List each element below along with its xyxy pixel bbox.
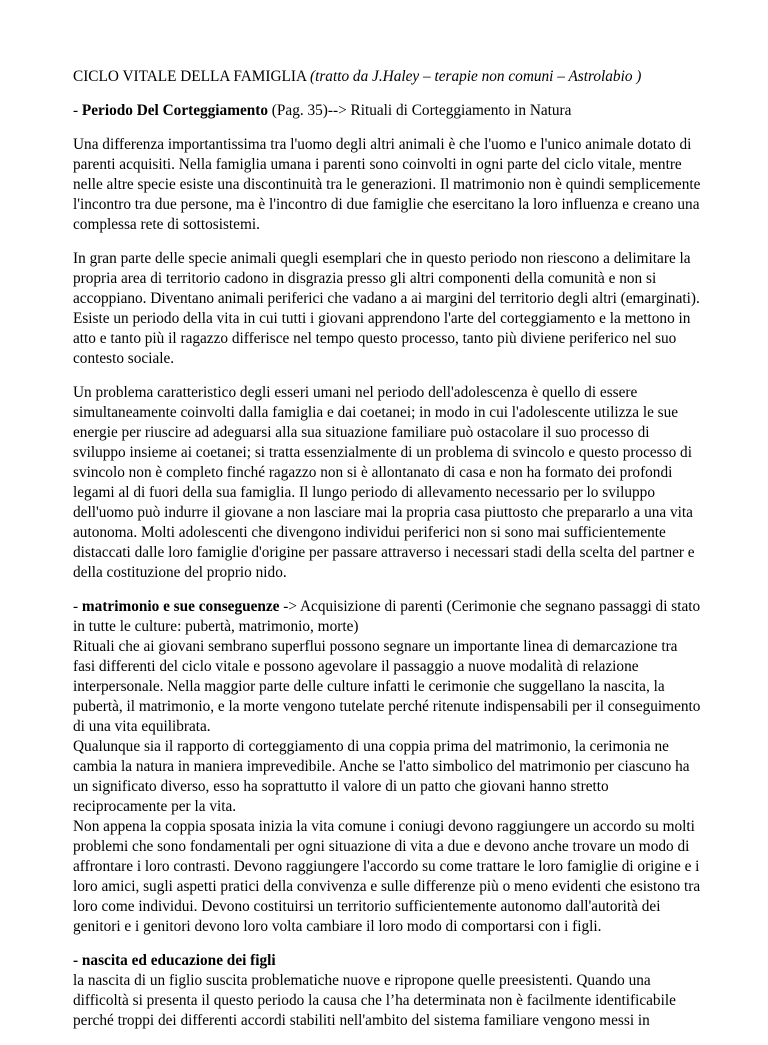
paragraph-1: Una differenza importantissima tra l'uomo degli altri animali è che l'uomo e l'unico animale dotato di parenti acquisiti. Nella famiglia umana i parenti sono coinvolti in ogni parte del ciclo vitale, mentre nelle altre specie esiste una discontinuità tra le generazioni. Il matrimonio non è quindi semplicemente l'incontro tra due persone, ma è l'incontro di due famiglie che esercitano la loro influenza e creano una complessa rete di sottosistemi.	[73, 136, 701, 233]
document-page	[73, 67, 703, 1045]
section-children-line	[73, 951, 703, 971]
paragraph-7: la nascita di un figlio suscita problematiche nuove e ripropone quelle preesistenti. Quando una difficoltà si presenta il questo periodo la causa che l’ha determinata non è facilmente identificabile perché troppi dei differenti accordi stabiliti nell'ambito del sistema familiare vengono messi in	[73, 972, 676, 1029]
section-courtship-tail: (Pag. 35)--> Rituali di Corteggiamento in Natura	[267, 102, 572, 119]
section-children-heading: - nascita ed educazione dei figli	[73, 952, 276, 969]
section-dash: -	[73, 598, 82, 615]
section-courtship-line	[73, 101, 703, 121]
document-source: (tratto da J.Haley – terapie non comuni – Astrolabio )	[310, 68, 642, 85]
document-title: CICLO VITALE DELLA FAMIGLIA	[73, 68, 307, 85]
paragraph-3: Un problema caratteristico degli esseri umani nel periodo dell'adolescenza è quello di essere simultaneamente coinvolti dalla famiglia e dai coetanei; in modo in cui l'adolescente utilizza le sue energie per riuscire ad adeguarsi alla sua situazione familiare può ostacolare il suo processo di sviluppo insieme ai coetanei; si tratta essenzialmente di un problema di svincolo e questo processo di svincolo non è completo finché ragazzo non si è allontanato di casa e non ha formato dei profondi legami al di fuori della sua famiglia. Il lungo periodo di allevamento necessario per lo sviluppo dell'uomo può indurre il giovane a non lasciare mai la propria casa piuttosto che prepararlo a una vita autonoma. Molti adolescenti che divengono individui periferici non si sono mai sufficientemente distaccati dalle loro famiglie d'origine per passare attraverso i necessari stadi della scelta del partner e della costituzione del proprio nido.	[73, 384, 695, 581]
paragraph-2: In gran parte delle specie animali quegli esemplari che in questo periodo non riescono a delimitare la propria area di territorio cadono in disgrazia presso gli altri componenti della comunità e non si accoppiano. Diventano animali periferici che vadano a ai margini del territorio degli altri (emarginati). Esiste un periodo della vita in cui tutti i giovani apprendono l'arte del corteggiamento e la mettono in atto e tanto più il ragazzo differisce nel tempo questo processo, tanto più diviene periferico nel suo contesto sociale.	[73, 250, 700, 367]
paragraph-6: Non appena la coppia sposata inizia la vita comune i coniugi devono raggiungere un accordo su molti problemi che sono fondamentali per ogni situazione di vita a due e devono anche trovare un modo di affrontare i loro contrasti. Devono raggiungere l'accordo su come trattare le loro famiglie di origine e i loro amici, sugli aspetti pratici della convivenza e sulle differenze più o meno evidenti che esistono tra loro come individui. Devono costituirsi un territorio sufficientemente autonomo dall'autorità dei genitori e i genitori devono loro volta cambiare il loro modo di comportarsi con i figli.	[73, 818, 701, 935]
section-marriage-heading: matrimonio e sue conseguenze	[81, 598, 280, 615]
section-marriage-tail: -> Acquisizione di parenti (Cerimonie che segnano passaggi di stato in tutte le culture: pubertà, matrimonio, morte)	[73, 598, 701, 635]
document-title-line	[73, 67, 703, 87]
section-courtship-heading: Periodo Del Corteggiamento	[81, 102, 268, 119]
paragraph-5: Qualunque sia il rapporto di corteggiamento di una coppia prima del matrimonio, la cerimonia ne cambia la natura in maniera imprevedibile. Anche se l'atto simbolico del matrimonio per ciascuno ha un significato diverso, esso ha soprattutto il valore di un patto che giovani hanno stretto reciprocamente per la vita.	[73, 738, 690, 815]
paragraph-4: Rituali che ai giovani sembrano superflui possono segnare un importante linea di demarcazione tra fasi differenti del ciclo vitale e possono agevolare il passaggio a nuove modalità di relazione interpersonale. Nella maggior parte delle culture infatti le cerimonie che suggellano la nascita, la pubertà, il matrimonio, e la morte vengono tutelate perché ritenute indispensabili per il conseguimento di una vita equilibrata.	[73, 638, 701, 735]
section-dash: -	[73, 102, 82, 119]
section-marriage-line	[73, 597, 703, 637]
